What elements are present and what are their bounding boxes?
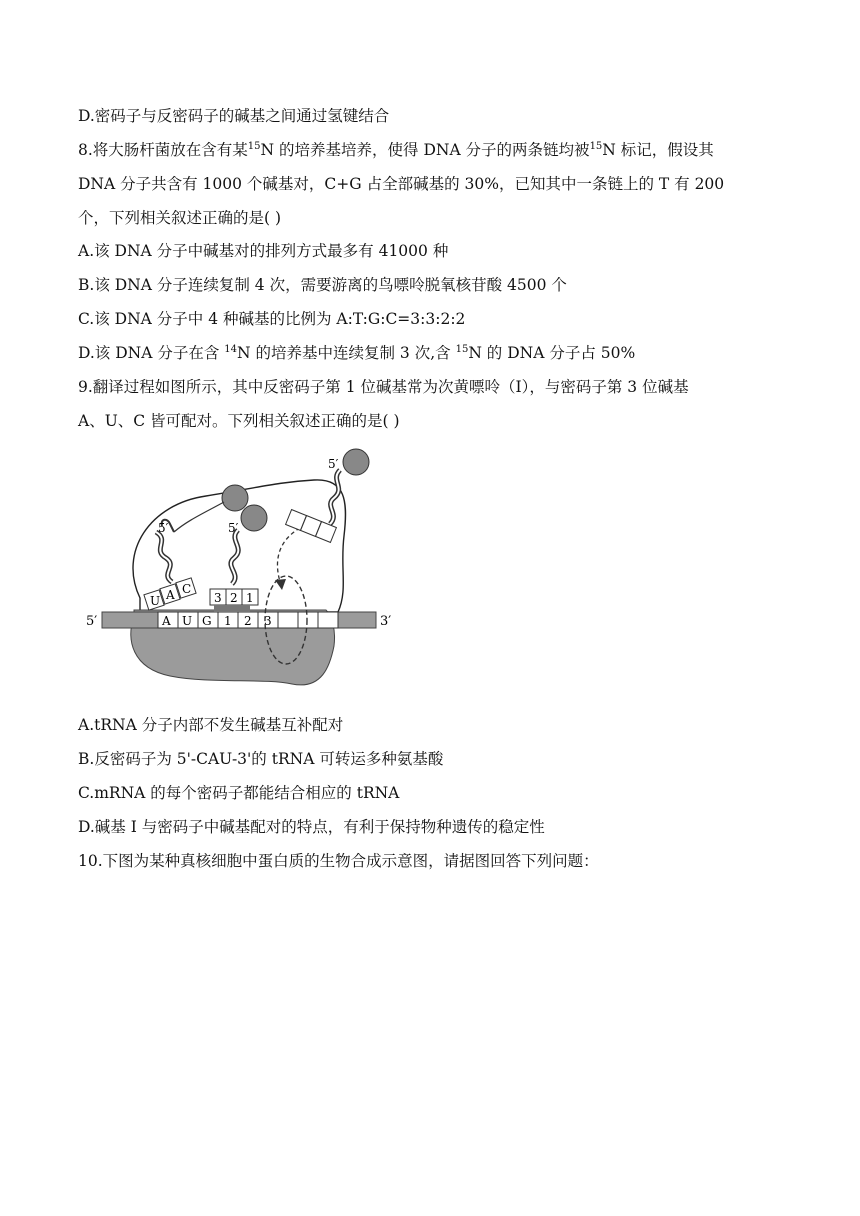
trna-5-label: 5′ <box>328 457 339 471</box>
q8-option-c: C.该 DNA 分子中 4 种碱基的比例为 A:T:G:C=3:3:2:2 <box>78 310 466 328</box>
isotope-mass: 14 <box>224 344 238 355</box>
translation-diagram <box>78 440 408 690</box>
amino-acid-ball <box>241 505 267 531</box>
q9-option-b: B.反密码子为 5'-CAU-3'的 tRNA 可转运多种氨基酸 <box>78 750 444 768</box>
q9-stem-line2: A、U、C 皆可配对。下列相关叙述正确的是( ) <box>78 412 400 430</box>
q9-stem-line1: 9.翻译过程如图所示，其中反密码子第 1 位碱基常为次黄嘌呤（I），与密码子第 3 位碱基 <box>78 378 689 396</box>
q7-option-d: D.密码子与反密码子的碱基之间通过氢键结合 <box>78 107 390 125</box>
q8-stem-line2: DNA 分子共含有 1000 个碱基对，C+G 占全部碱基的 30%，已知其中一条链上的 T 有 200 <box>78 175 725 193</box>
q8-option-d <box>78 343 635 363</box>
anticodon-base: A <box>166 588 175 602</box>
q8-stem-text: 8.将大肠杆菌放在含有某 <box>78 141 248 159</box>
q8-stem-text: N 标记，假设其 <box>602 141 714 159</box>
anticodon-base: 3 <box>214 591 222 605</box>
trna-5-label: 5′ <box>228 521 239 535</box>
q10-stem: 10.下图为某种真核细胞中蛋白质的生物合成示意图，请据图回答下列问题： <box>78 852 599 870</box>
amino-acid-ball <box>222 485 248 511</box>
q9-option-d: D.碱基 I 与密码子中碱基配对的特点，有利于保持物种遗传的稳定性 <box>78 818 545 836</box>
anticodon-base: 1 <box>246 591 254 605</box>
amino-acid-ball <box>343 449 369 475</box>
codon-base: 1 <box>224 614 232 628</box>
q8-stem-line1 <box>78 140 714 160</box>
q8-stem-text: N 的培养基培养，使得 DNA 分子的两条链均被 <box>260 141 590 159</box>
q8d-text: N 的 DNA 分子占 50% <box>468 344 636 362</box>
codon-base: U <box>182 614 193 628</box>
codon-base: A <box>162 614 171 628</box>
mrna-5-label: 5′ <box>86 614 98 629</box>
q8-option-a: A.该 DNA 分子中碱基对的排列方式最多有 41000 种 <box>78 242 449 260</box>
codon-boxes <box>158 612 338 628</box>
codon-base: 3 <box>264 614 272 628</box>
codon-base: 2 <box>244 614 252 628</box>
q8-stem-line3: 个，下列相关叙述正确的是( ) <box>78 209 282 227</box>
isotope-mass: 15 <box>589 141 603 152</box>
trna-5-label: 5′ <box>158 521 169 535</box>
anticodon-base: C <box>182 582 192 596</box>
q8-option-b: B.该 DNA 分子连续复制 4 次，需要游离的鸟嘌呤脱氧核苷酸 4500 个 <box>78 276 567 294</box>
isotope-mass: 15 <box>247 141 261 152</box>
q9-option-a: A.tRNA 分子内部不发生碱基互补配对 <box>78 716 344 734</box>
mrna-3-label: 3′ <box>380 614 392 629</box>
isotope-mass: 15 <box>455 344 469 355</box>
anticodon-base: U <box>150 594 161 608</box>
q9-option-c: C.mRNA 的每个密码子都能结合相应的 tRNA <box>78 784 400 802</box>
q8d-text: N 的培养基中连续复制 3 次,含 <box>237 344 456 362</box>
anticodon-base: 2 <box>230 591 238 605</box>
q8d-text: D.该 DNA 分子在含 <box>78 344 225 362</box>
codon-base: G <box>202 614 212 628</box>
